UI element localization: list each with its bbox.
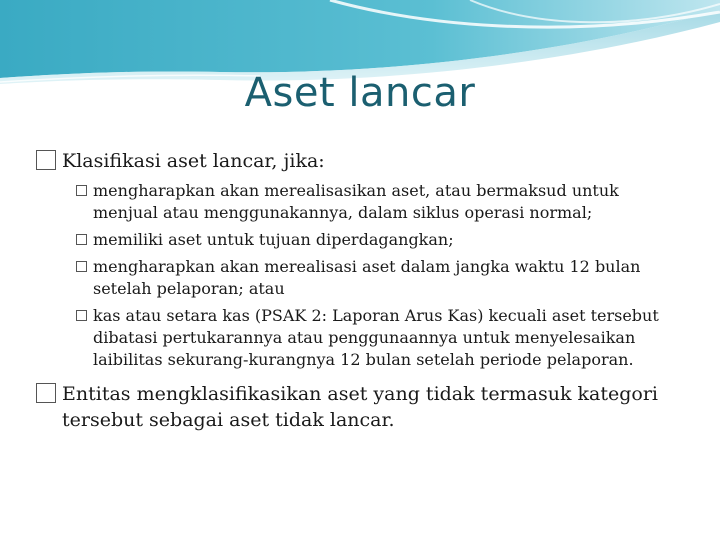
box-bullet-icon xyxy=(76,261,87,272)
slide-body xyxy=(36,148,686,439)
conclusion-item xyxy=(36,381,686,433)
criteria-text: mengharapkan akan merealisasikan aset, atau bermaksud untuk menjual atau menggunakannya, dalam siklus operasi normal; xyxy=(93,181,619,222)
box-bullet-icon xyxy=(36,150,56,170)
criteria-text: mengharapkan akan merealisasi aset dalam jangka waktu 12 bulan setelah pelaporan; atau xyxy=(93,257,641,298)
intro-text: Klasifikasi aset lancar, jika: xyxy=(62,150,325,172)
intro-item xyxy=(36,148,686,174)
conclusion-text: Entitas mengklasifikasikan aset yang tidak termasuk kategori tersebut sebagai aset tidak lancar. xyxy=(62,383,659,431)
criteria-item xyxy=(76,180,686,224)
criteria-item xyxy=(76,305,686,371)
slide-title: Aset lancar xyxy=(244,70,476,116)
box-bullet-icon xyxy=(36,383,56,403)
box-bullet-icon xyxy=(76,234,87,245)
box-bullet-icon xyxy=(76,310,87,321)
criteria-item xyxy=(76,256,686,300)
criteria-text: memiliki aset untuk tujuan diperdagangkan; xyxy=(93,230,454,249)
box-bullet-icon xyxy=(76,185,87,196)
criteria-text: kas atau setara kas (PSAK 2: Laporan Arus Kas) kecuali aset tersebut dibatasi pertukarannya atau penggunaannya untuk menyelesaikan laibilitas sekurang-kurangnya 12 bulan setelah periode pelaporan. xyxy=(93,306,659,369)
criteria-item xyxy=(76,229,686,251)
